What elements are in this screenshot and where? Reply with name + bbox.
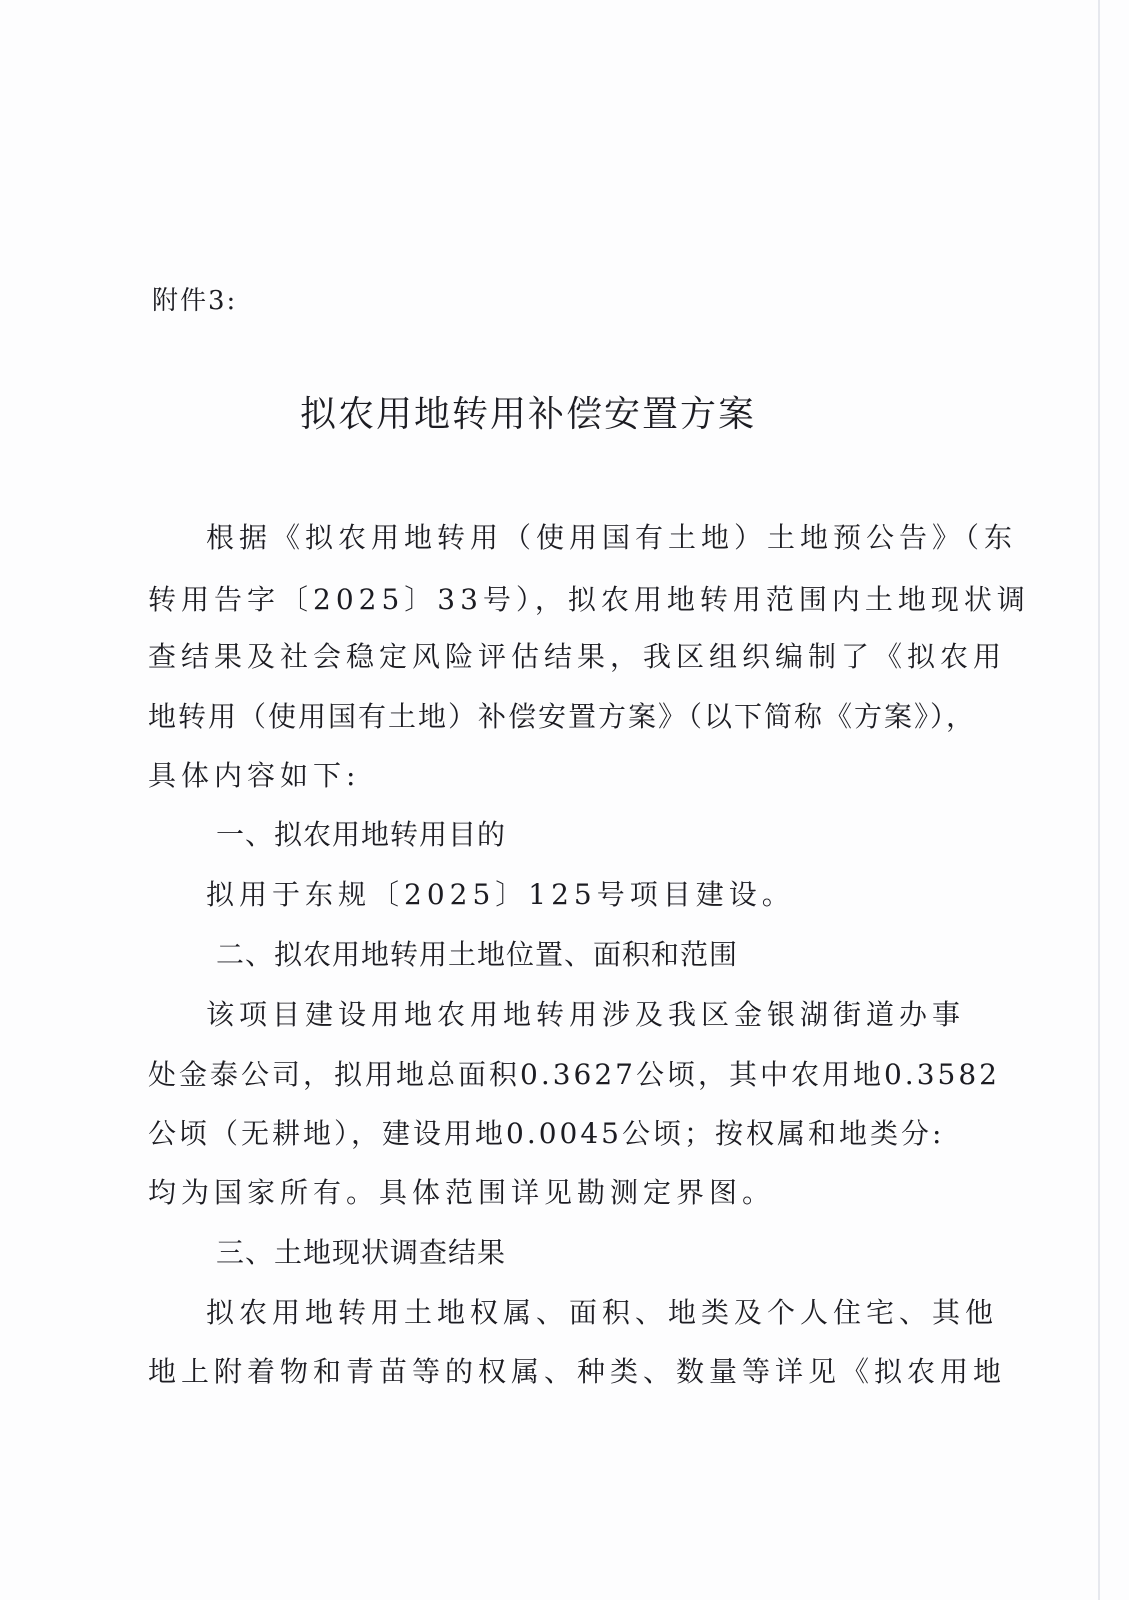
intro-line: 查结果及社会稳定风险评估结果，我区组织编制了《拟农用 [148,640,1007,673]
section-line: 拟农用地转用土地权属、面积、地类及个人住宅、其他 [206,1296,999,1329]
section-heading: 一、拟农用地转用目的 [216,818,507,851]
section-line: 地上附着物和青苗等的权属、种类、数量等详见《拟农用地 [148,1355,1007,1388]
section-line: 均为国家所有。具体范围详见勘测定界图。 [148,1176,776,1209]
section-line: 处金泰公司，拟用地总面积0.3627公顷，其中农用地0.3582 [148,1058,1000,1091]
scan-edge-line [1098,0,1100,1600]
document-title: 拟农用地转用补偿安置方案 [299,394,756,435]
section-heading: 二、拟农用地转用土地位置、面积和范围 [216,938,739,971]
section-line: 公顷（无耕地），建设用地0.0045公顷；按权属和地类分: [148,1117,945,1150]
section-line: 拟用于东规〔2025〕125号项目建设。 [206,878,795,911]
intro-line: 地转用（使用国有土地）补偿安置方案》（以下简称《方案》）， [148,700,977,733]
attachment-label: 附件3: [152,286,238,316]
intro-line: 转用告字〔2025〕33号），拟农用地转用范围内土地现状调 [148,583,1030,616]
section-heading: 三、土地现状调查结果 [216,1236,507,1269]
section-line: 该项目建设用地农用地转用涉及我区金银湖街道办事 [206,998,966,1031]
intro-line: 根据《拟农用地转用（使用国有土地）土地预公告》（东 [206,521,1018,554]
intro-line: 具体内容如下: [148,759,361,792]
